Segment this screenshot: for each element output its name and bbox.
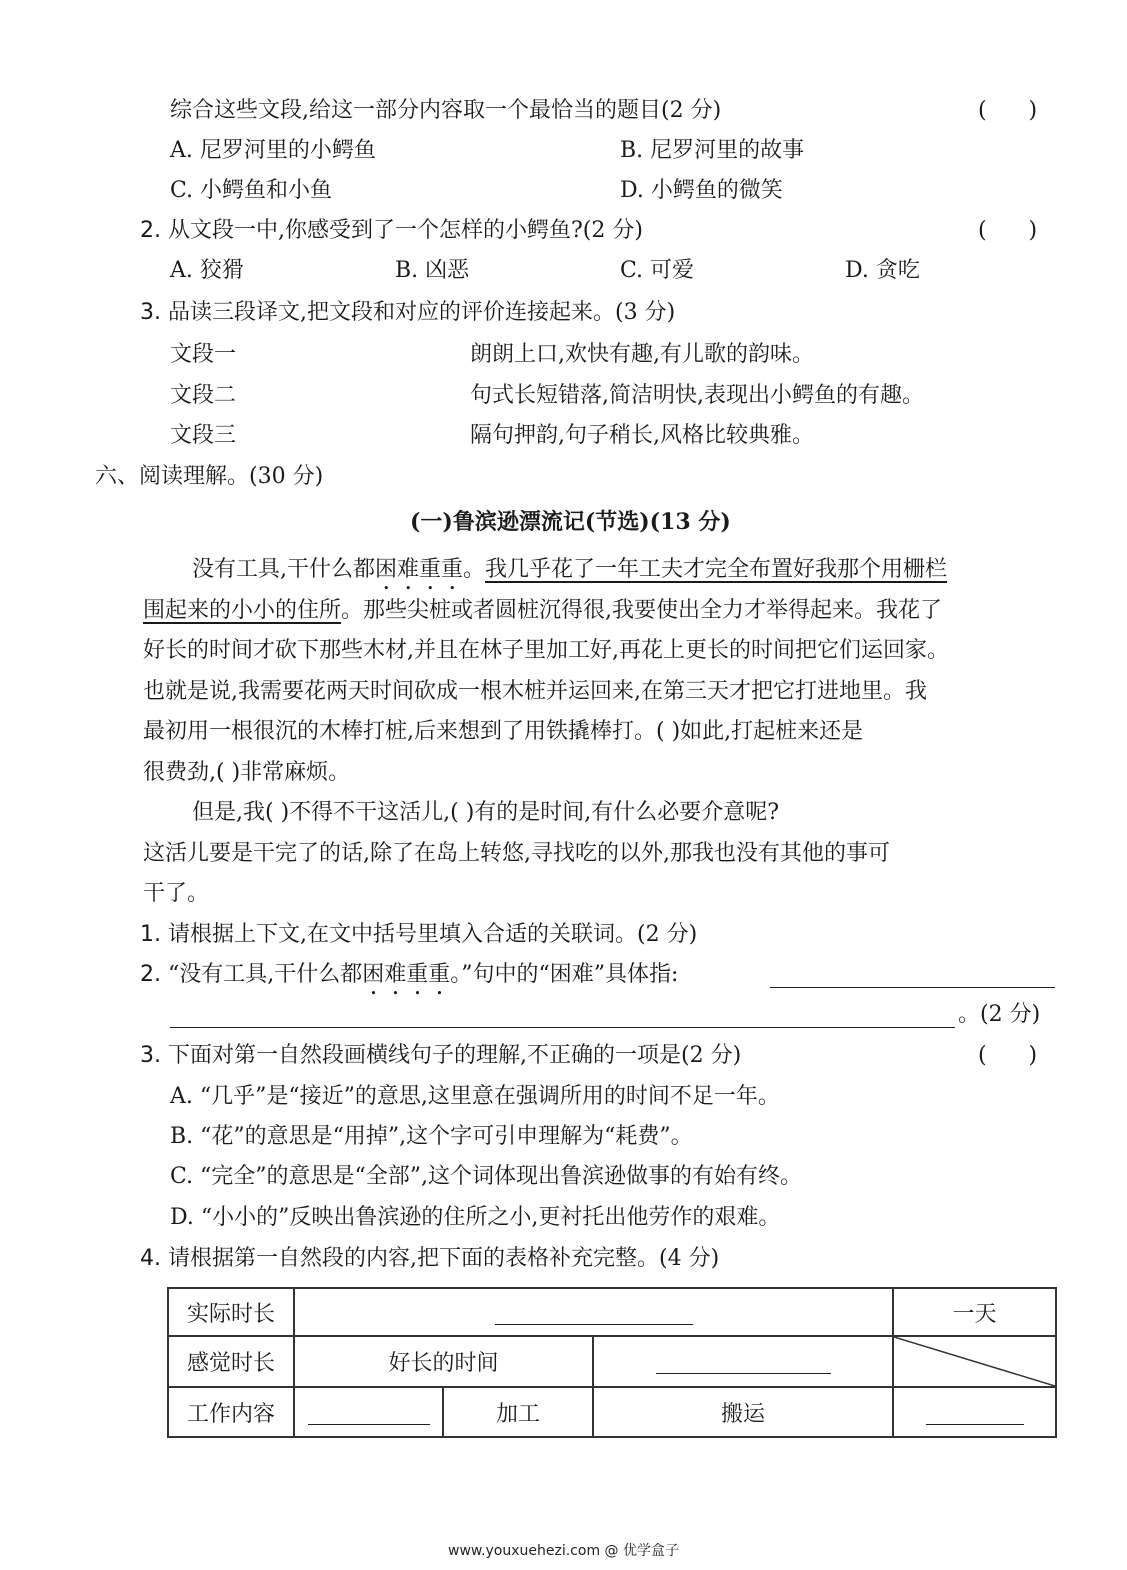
section-heading: 六、阅读理解。(30 分) (95, 464, 324, 489)
emphasized-phrase: 困难重重 (375, 557, 464, 582)
row-label-perceived-duration: 感觉时长 (168, 1336, 294, 1387)
question-text: 。”句中的“困难”具体指: (450, 962, 679, 987)
option-a[interactable]: A. 狡猾 (170, 258, 244, 283)
match-right-item[interactable]: 隔句押韵,句子稍长,风格比较典雅。 (470, 423, 814, 448)
table-cell-processing: 加工 (443, 1387, 593, 1437)
reading-question-3 (140, 1041, 741, 1071)
match-left-item[interactable]: 文段二 (170, 383, 237, 408)
underlined-sentence: 围起来的小小的住所 (143, 598, 342, 623)
answer-parens[interactable]: ( ) (978, 218, 1038, 243)
question-text: “没有工具,干什么都 (168, 962, 363, 987)
table-cell-one-day: 一天 (893, 1288, 1056, 1336)
option-a[interactable]: A. “几乎”是“接近”的意思,这里意在强调所用的时间不足一年。 (170, 1084, 780, 1109)
question-text: 请根据上下文,在文中括号里填入合适的关联词。(2 分) (168, 922, 698, 947)
emphasized-phrase: 困难重重 (362, 962, 451, 987)
reading-question-4 (140, 1244, 719, 1274)
underlined-sentence: 我几乎花了一年工夫才完全布置好我那个用栅栏 (485, 557, 948, 582)
question-text: 从文段一中,你感受到了一个怎样的小鳄鱼?(2 分) (168, 218, 643, 243)
row-label-work-content: 工作内容 (168, 1387, 294, 1437)
option-c[interactable]: C. 小鳄鱼和小鱼 (170, 178, 333, 203)
fill-in-table (167, 1287, 1055, 1436)
question-number: 1. (140, 922, 161, 947)
question-title-text: 综合这些文段,给这一部分内容取一个最恰当的题目(2 分) (170, 98, 722, 123)
passage-text: 。 (463, 557, 486, 582)
question-number: 3. (140, 1043, 161, 1068)
question-text: 品读三段译文,把文段和对应的评价连接起来。(3 分) (168, 300, 676, 325)
option-a[interactable]: A. 尼罗河里的小鳄鱼 (170, 138, 376, 163)
option-b[interactable]: B. “花”的意思是“用掉”,这个字可引申理解为“耗费”。 (170, 1124, 693, 1149)
table-blank-cell[interactable] (294, 1387, 443, 1437)
page-footer: www.youxuehezi.com @ 优学盒子 (448, 1543, 679, 1559)
table-cell-transport: 搬运 (593, 1387, 893, 1437)
question-number: 2. (140, 218, 161, 243)
table-blank-line[interactable] (656, 1351, 831, 1374)
row-label-actual-duration: 实际时长 (168, 1288, 294, 1336)
passage-line: 干了。 (143, 881, 210, 906)
match-left-item[interactable]: 文段三 (170, 423, 237, 448)
question-2 (140, 216, 643, 246)
table-cell-long-time: 好长的时间 (294, 1336, 593, 1387)
question-number: 3. (140, 300, 161, 325)
passage-text: 。那些尖桩或者圆桩沉得很,我要使出全力才举得起来。我花了 (341, 598, 943, 623)
answer-parens[interactable]: ( ) (978, 98, 1038, 123)
answer-blank-line[interactable] (770, 987, 1055, 988)
passage-line: 也就是说,我需要花两天时间砍成一根木桩并运回来,在第三天才把它打进地里。我 (143, 679, 927, 704)
table-diagonal-cell (893, 1336, 1056, 1387)
passage-line (143, 596, 942, 626)
match-right-item[interactable]: 朗朗上口,欢快有趣,有儿歌的韵味。 (470, 342, 814, 367)
question-number: 4. (140, 1246, 161, 1271)
option-d[interactable]: D. “小小的”反映出鲁滨逊的住所之小,更衬托出他劳作的艰难。 (170, 1205, 781, 1230)
option-b[interactable]: B. 凶恶 (395, 258, 470, 283)
reading-question-2 (140, 960, 678, 1000)
table-blank-cell[interactable] (893, 1387, 1056, 1437)
option-c[interactable]: C. “完全”的意思是“全部”,这个词体现出鲁滨逊做事的有始有终。 (170, 1164, 803, 1189)
passage-title: (一)鲁滨逊漂流记(节选)(13 分) (410, 509, 731, 535)
answer-blank-line[interactable] (170, 1027, 955, 1028)
passage-text: 没有工具,干什么都 (192, 557, 375, 582)
diagonal-slash (894, 1337, 1055, 1386)
question-text: 请根据第一自然段的内容,把下面的表格补充完整。(4 分) (168, 1246, 720, 1271)
passage-line: 但是,我( )不得不干这活儿,( )有的是时间,有什么必要介意呢? (192, 800, 780, 825)
passage-line: 这活儿要是干完了的话,除了在岛上转悠,寻找吃的以外,那我也没有其他的事可 (143, 841, 890, 866)
table-blank-line[interactable] (495, 1302, 693, 1325)
table-blank-cell[interactable] (593, 1336, 893, 1387)
table-blank-line[interactable] (926, 1402, 1024, 1425)
option-c[interactable]: C. 可爱 (620, 258, 695, 283)
option-b[interactable]: B. 尼罗河里的故事 (620, 138, 805, 163)
option-d[interactable]: D. 小鳄鱼的微笑 (620, 178, 783, 203)
match-right-item[interactable]: 句式长短错落,简洁明快,表现出小鳄鱼的有趣。 (470, 383, 924, 408)
question-3 (140, 298, 675, 328)
option-d[interactable]: D. 贪吃 (845, 258, 920, 283)
passage-line: 很费劲,( )非常麻烦。 (143, 760, 351, 785)
table-blank-cell[interactable] (294, 1288, 893, 1336)
match-left-item[interactable]: 文段一 (170, 342, 237, 367)
table-blank-line[interactable] (308, 1402, 430, 1425)
question-text: 下面对第一自然段画横线句子的理解,不正确的一项是(2 分) (168, 1043, 742, 1068)
passage-line: 好长的时间才砍下那些木材,并且在林子里加工好,再花上更长的时间把它们运回家。 (143, 638, 949, 663)
passage-line: 最初用一根很沉的木棒打桩,后来想到了用铁撬棒打。( )如此,打起桩来还是 (143, 719, 864, 744)
reading-question-1 (140, 920, 697, 950)
passage-line (192, 555, 947, 595)
question-number: 2. (140, 962, 161, 987)
answer-parens[interactable]: ( ) (978, 1043, 1038, 1068)
points-label: 。(2 分) (958, 1002, 1041, 1027)
